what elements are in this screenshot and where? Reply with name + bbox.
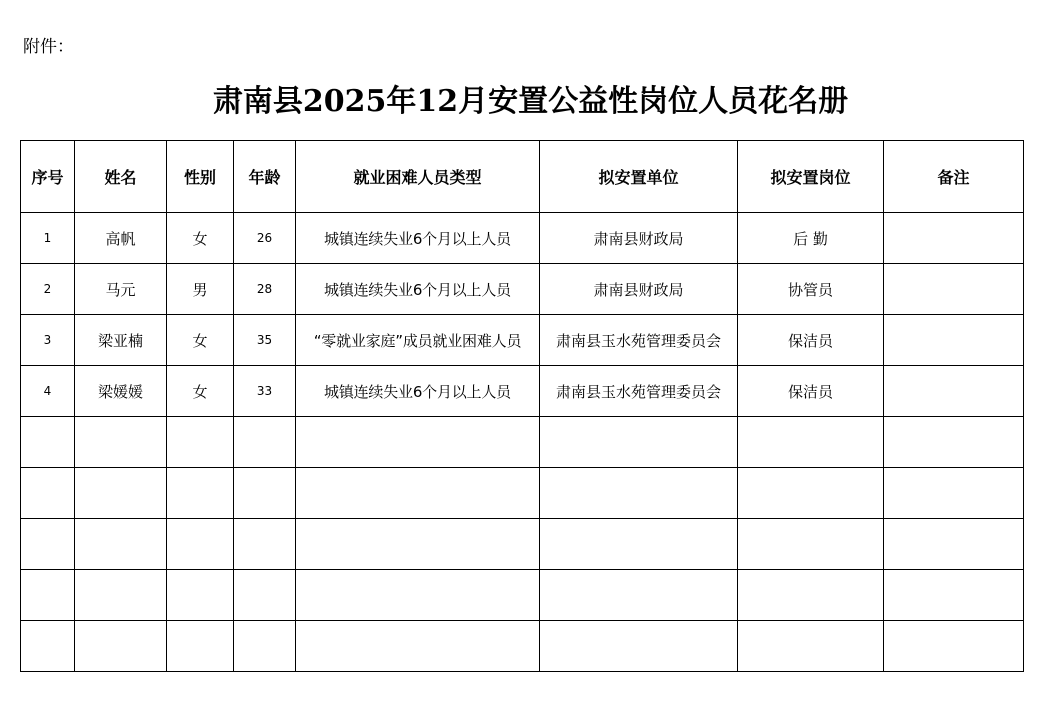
empty-cell <box>21 621 75 672</box>
table-header-row <box>21 141 1024 213</box>
empty-cell <box>296 570 540 621</box>
cell-no: 3 <box>21 315 75 366</box>
table-row <box>21 315 1024 366</box>
cell-name: 梁亚楠 <box>75 315 167 366</box>
cell-unit: 肃南县玉水苑管理委员会 <box>540 366 738 417</box>
cell-name: 高帆 <box>75 213 167 264</box>
empty-cell <box>540 570 738 621</box>
empty-table-row <box>21 417 1024 468</box>
header-cell-unit: 拟安置单位 <box>540 141 738 213</box>
empty-cell <box>540 519 738 570</box>
table-row <box>21 366 1024 417</box>
cell-gender: 女 <box>167 366 234 417</box>
page-title: 肃南县2025年12月安置公益性岗位人员花名册 <box>212 84 849 119</box>
empty-cell <box>75 417 167 468</box>
empty-cell <box>167 519 234 570</box>
empty-cell <box>296 621 540 672</box>
empty-cell <box>167 468 234 519</box>
empty-cell <box>738 468 884 519</box>
cell-name: 马元 <box>75 264 167 315</box>
cell-remark <box>884 366 1024 417</box>
header-cell-post: 拟安置岗位 <box>738 141 884 213</box>
header-cell-no: 序号 <box>21 141 75 213</box>
empty-cell <box>234 570 296 621</box>
cell-unit: 肃南县财政局 <box>540 264 738 315</box>
cell-type: 城镇连续失业6个月以上人员 <box>296 366 540 417</box>
cell-post: 保洁员 <box>738 366 884 417</box>
empty-cell <box>884 621 1024 672</box>
empty-cell <box>884 468 1024 519</box>
empty-cell <box>296 417 540 468</box>
empty-cell <box>738 570 884 621</box>
cell-remark <box>884 315 1024 366</box>
empty-cell <box>738 621 884 672</box>
header-cell-gender: 性别 <box>167 141 234 213</box>
empty-cell <box>234 417 296 468</box>
empty-cell <box>296 468 540 519</box>
cell-type: “零就业家庭”成员就业困难人员 <box>296 315 540 366</box>
cell-remark <box>884 213 1024 264</box>
empty-cell <box>884 519 1024 570</box>
empty-cell <box>21 468 75 519</box>
cell-no: 2 <box>21 264 75 315</box>
header-cell-name: 姓名 <box>75 141 167 213</box>
cell-gender: 女 <box>167 213 234 264</box>
empty-table-row <box>21 570 1024 621</box>
cell-name: 梁媛媛 <box>75 366 167 417</box>
empty-cell <box>738 417 884 468</box>
empty-cell <box>884 417 1024 468</box>
cell-age: 28 <box>234 264 296 315</box>
cell-age: 33 <box>234 366 296 417</box>
empty-cell <box>884 570 1024 621</box>
cell-post: 保洁员 <box>738 315 884 366</box>
empty-cell <box>75 519 167 570</box>
cell-gender: 女 <box>167 315 234 366</box>
cell-type: 城镇连续失业6个月以上人员 <box>296 264 540 315</box>
empty-cell <box>540 621 738 672</box>
empty-cell <box>167 570 234 621</box>
empty-cell <box>234 621 296 672</box>
cell-unit: 肃南县玉水苑管理委员会 <box>540 315 738 366</box>
empty-cell <box>540 468 738 519</box>
cell-post: 协管员 <box>738 264 884 315</box>
empty-cell <box>21 519 75 570</box>
empty-cell <box>167 621 234 672</box>
empty-cell <box>167 417 234 468</box>
empty-cell <box>21 570 75 621</box>
cell-gender: 男 <box>167 264 234 315</box>
empty-cell <box>540 417 738 468</box>
header-cell-remark: 备注 <box>884 141 1024 213</box>
attachment-label: 附件： <box>23 37 74 57</box>
cell-remark <box>884 264 1024 315</box>
cell-no: 4 <box>21 366 75 417</box>
empty-table-row <box>21 468 1024 519</box>
cell-type: 城镇连续失业6个月以上人员 <box>296 213 540 264</box>
empty-cell <box>234 519 296 570</box>
header-cell-age: 年龄 <box>234 141 296 213</box>
cell-unit: 肃南县财政局 <box>540 213 738 264</box>
table-row <box>21 264 1024 315</box>
empty-cell <box>75 468 167 519</box>
empty-table-row <box>21 519 1024 570</box>
cell-no: 1 <box>21 213 75 264</box>
empty-cell <box>75 621 167 672</box>
empty-cell <box>296 519 540 570</box>
empty-cell <box>234 468 296 519</box>
empty-cell <box>21 417 75 468</box>
cell-post: 后 勤 <box>738 213 884 264</box>
roster-table <box>20 140 1024 672</box>
header-cell-type: 就业困难人员类型 <box>296 141 540 213</box>
empty-table-row <box>21 621 1024 672</box>
table-row <box>21 213 1024 264</box>
cell-age: 26 <box>234 213 296 264</box>
empty-cell <box>75 570 167 621</box>
empty-cell <box>738 519 884 570</box>
cell-age: 35 <box>234 315 296 366</box>
